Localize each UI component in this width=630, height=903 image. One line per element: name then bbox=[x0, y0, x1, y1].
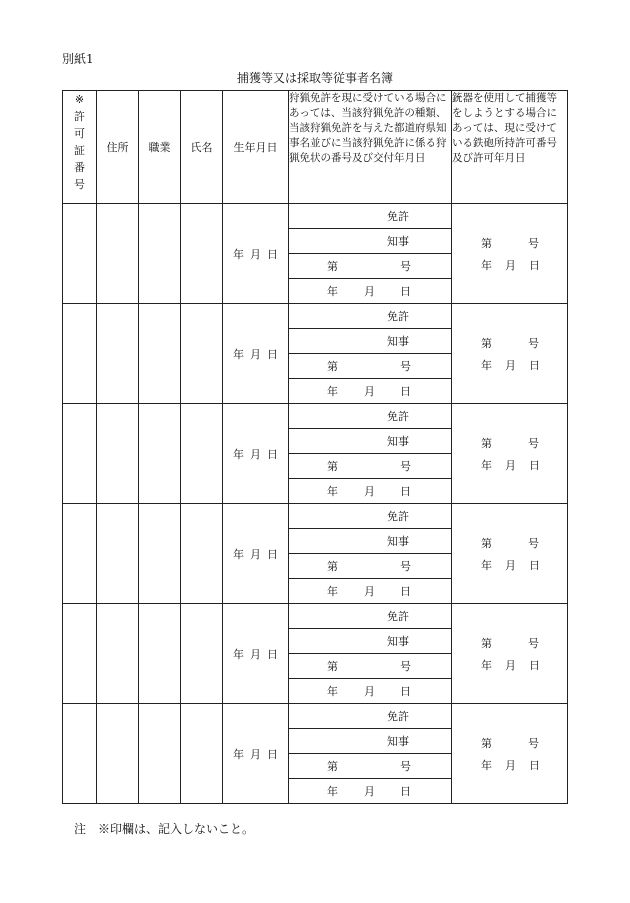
day-label: 日 bbox=[267, 247, 278, 261]
month-label: 月 bbox=[364, 585, 375, 598]
gun-permit-number-line bbox=[452, 432, 567, 454]
gun-permit-number-line bbox=[452, 632, 567, 654]
day-label: 日 bbox=[400, 585, 411, 598]
dob-cell[interactable] bbox=[223, 504, 289, 604]
month-label: 月 bbox=[364, 485, 375, 498]
number-label: 号 bbox=[528, 636, 539, 650]
roster-body bbox=[63, 204, 568, 804]
dob-cell[interactable] bbox=[223, 704, 289, 804]
day-label: 日 bbox=[267, 347, 278, 361]
dai-label: 第 bbox=[481, 236, 492, 250]
gun-permit-cell[interactable] bbox=[452, 404, 568, 504]
gun-permit-cell[interactable] bbox=[452, 704, 568, 804]
license-date-cell[interactable] bbox=[289, 379, 452, 404]
license-date-cell[interactable] bbox=[289, 479, 452, 504]
month-label: 月 bbox=[250, 647, 261, 661]
permit-number-cell[interactable] bbox=[63, 404, 97, 504]
number-label: 号 bbox=[400, 360, 411, 373]
name-cell[interactable] bbox=[181, 604, 223, 704]
number-label: 号 bbox=[400, 760, 411, 773]
license-type-cell[interactable] bbox=[289, 504, 452, 529]
permit-number-cell[interactable] bbox=[63, 504, 97, 604]
license-label: 免許 bbox=[387, 310, 409, 323]
month-label: 月 bbox=[505, 658, 516, 672]
license-type-cell[interactable] bbox=[289, 604, 452, 629]
year-label: 年 bbox=[233, 247, 244, 261]
number-label: 号 bbox=[400, 560, 411, 573]
dob-cell[interactable] bbox=[223, 204, 289, 304]
license-label: 免許 bbox=[387, 510, 409, 523]
name-cell[interactable] bbox=[181, 504, 223, 604]
license-type-cell[interactable] bbox=[289, 404, 452, 429]
dai-label: 第 bbox=[481, 436, 492, 450]
month-label: 月 bbox=[250, 347, 261, 361]
day-label: 日 bbox=[529, 758, 540, 772]
year-label: 年 bbox=[481, 558, 492, 572]
month-label: 月 bbox=[364, 685, 375, 698]
day-label: 日 bbox=[267, 447, 278, 461]
year-label: 年 bbox=[233, 647, 244, 661]
gun-permit-date-line bbox=[452, 654, 567, 676]
month-label: 月 bbox=[250, 247, 261, 261]
governor-label: 知事 bbox=[387, 535, 409, 548]
entry-row bbox=[63, 204, 568, 229]
month-label: 月 bbox=[505, 758, 516, 772]
dai-label: 第 bbox=[327, 460, 338, 473]
address-cell[interactable] bbox=[97, 704, 139, 804]
dai-label: 第 bbox=[327, 360, 338, 373]
name-cell[interactable] bbox=[181, 404, 223, 504]
address-cell[interactable] bbox=[97, 204, 139, 304]
number-label: 号 bbox=[400, 660, 411, 673]
license-type-cell[interactable] bbox=[289, 204, 452, 229]
permit-number-cell[interactable] bbox=[63, 704, 97, 804]
year-label: 年 bbox=[233, 547, 244, 561]
year-label: 年 bbox=[481, 358, 492, 372]
address-cell[interactable] bbox=[97, 304, 139, 404]
name-cell[interactable] bbox=[181, 704, 223, 804]
entry-row bbox=[63, 504, 568, 529]
license-label: 免許 bbox=[387, 710, 409, 723]
gun-permit-cell[interactable] bbox=[452, 304, 568, 404]
dai-label: 第 bbox=[481, 636, 492, 650]
number-label: 号 bbox=[528, 736, 539, 750]
gun-permit-number-line bbox=[452, 232, 567, 254]
number-label: 号 bbox=[528, 236, 539, 250]
year-label: 年 bbox=[233, 347, 244, 361]
header-address: 住所 bbox=[97, 91, 139, 204]
license-number-cell[interactable] bbox=[289, 254, 452, 279]
roster-table bbox=[62, 90, 568, 804]
address-cell[interactable] bbox=[97, 604, 139, 704]
occupation-cell[interactable] bbox=[139, 704, 181, 804]
dob-cell[interactable] bbox=[223, 404, 289, 504]
governor-cell[interactable] bbox=[289, 229, 452, 254]
gun-permit-cell[interactable] bbox=[452, 504, 568, 604]
license-number-cell[interactable] bbox=[289, 454, 452, 479]
year-label: 年 bbox=[481, 658, 492, 672]
license-label: 免許 bbox=[387, 210, 409, 223]
dai-label: 第 bbox=[481, 736, 492, 750]
gun-permit-date-line bbox=[452, 754, 567, 776]
header-permit-number: ※ 許 可 証 番 号 bbox=[63, 91, 97, 204]
header-occupation: 職業 bbox=[139, 91, 181, 204]
year-label: 年 bbox=[327, 385, 338, 398]
address-cell[interactable] bbox=[97, 404, 139, 504]
header-name: 氏名 bbox=[181, 91, 223, 204]
header-gun-permit: 銃器を使用して捕獲等をしようとする場合にあっては、現に受けている鉄砲所持許可番号及び許可年月日 bbox=[452, 91, 568, 204]
governor-label: 知事 bbox=[387, 735, 409, 748]
day-label: 日 bbox=[400, 385, 411, 398]
dai-label: 第 bbox=[327, 560, 338, 573]
governor-label: 知事 bbox=[387, 435, 409, 448]
number-label: 号 bbox=[528, 536, 539, 550]
day-label: 日 bbox=[529, 658, 540, 672]
month-label: 月 bbox=[250, 447, 261, 461]
occupation-cell[interactable] bbox=[139, 304, 181, 404]
month-label: 月 bbox=[505, 458, 516, 472]
year-label: 年 bbox=[327, 685, 338, 698]
dai-label: 第 bbox=[327, 260, 338, 273]
entry-row bbox=[63, 304, 568, 329]
governor-cell[interactable] bbox=[289, 429, 452, 454]
day-label: 日 bbox=[400, 685, 411, 698]
governor-label: 知事 bbox=[387, 635, 409, 648]
name-cell[interactable] bbox=[181, 304, 223, 404]
year-label: 年 bbox=[327, 785, 338, 798]
document-title: 捕獲等又は採取等従事者名簿 bbox=[236, 71, 393, 85]
year-label: 年 bbox=[481, 458, 492, 472]
governor-cell[interactable] bbox=[289, 729, 452, 754]
governor-cell[interactable] bbox=[289, 629, 452, 654]
license-number-cell[interactable] bbox=[289, 654, 452, 679]
gun-permit-date-line bbox=[452, 454, 567, 476]
year-label: 年 bbox=[233, 747, 244, 761]
dob-cell[interactable] bbox=[223, 304, 289, 404]
year-label: 年 bbox=[481, 258, 492, 272]
name-cell[interactable] bbox=[181, 204, 223, 304]
dai-label: 第 bbox=[327, 760, 338, 773]
gun-permit-date-line bbox=[452, 554, 567, 576]
dob-cell[interactable] bbox=[223, 604, 289, 704]
governor-label: 知事 bbox=[387, 335, 409, 348]
governor-cell[interactable] bbox=[289, 329, 452, 354]
address-cell[interactable] bbox=[97, 504, 139, 604]
governor-cell[interactable] bbox=[289, 529, 452, 554]
license-date-cell[interactable] bbox=[289, 779, 452, 804]
month-label: 月 bbox=[364, 785, 375, 798]
dai-label: 第 bbox=[481, 536, 492, 550]
license-type-cell[interactable] bbox=[289, 304, 452, 329]
day-label: 日 bbox=[400, 485, 411, 498]
year-label: 年 bbox=[327, 585, 338, 598]
permit-number-cell[interactable] bbox=[63, 204, 97, 304]
month-label: 月 bbox=[505, 358, 516, 372]
number-label: 号 bbox=[528, 436, 539, 450]
occupation-cell[interactable] bbox=[139, 604, 181, 704]
license-label: 免許 bbox=[387, 410, 409, 423]
number-label: 号 bbox=[400, 260, 411, 273]
gun-permit-date-line bbox=[452, 254, 567, 276]
header-hunting-license: 狩猟免許を現に受けている場合にあっては、当該狩猟免許の種類、当該狩猟免許を与えた都道府県知事名並びに当該狩猟免許に係る狩猟免状の番号及び交付年月日 bbox=[289, 91, 452, 204]
entry-row bbox=[63, 404, 568, 429]
month-label: 月 bbox=[250, 747, 261, 761]
day-label: 日 bbox=[400, 285, 411, 298]
gun-permit-cell[interactable] bbox=[452, 604, 568, 704]
month-label: 月 bbox=[364, 385, 375, 398]
gun-permit-number-line bbox=[452, 532, 567, 554]
license-label: 免許 bbox=[387, 610, 409, 623]
gun-permit-cell[interactable] bbox=[452, 204, 568, 304]
day-label: 日 bbox=[529, 358, 540, 372]
day-label: 日 bbox=[400, 785, 411, 798]
gun-permit-number-line bbox=[452, 332, 567, 354]
permit-number-cell[interactable] bbox=[63, 304, 97, 404]
month-label: 月 bbox=[505, 558, 516, 572]
footnote: 注 ※印欄は、記入しないこと。 bbox=[74, 822, 255, 836]
month-label: 月 bbox=[364, 285, 375, 298]
license-date-cell[interactable] bbox=[289, 279, 452, 304]
number-label: 号 bbox=[400, 460, 411, 473]
day-label: 日 bbox=[267, 747, 278, 761]
occupation-cell[interactable] bbox=[139, 204, 181, 304]
license-type-cell[interactable] bbox=[289, 704, 452, 729]
year-label: 年 bbox=[233, 447, 244, 461]
header-dob: 生年月日 bbox=[223, 91, 289, 204]
entry-row bbox=[63, 704, 568, 729]
day-label: 日 bbox=[529, 458, 540, 472]
year-label: 年 bbox=[327, 285, 338, 298]
license-date-cell[interactable] bbox=[289, 679, 452, 704]
year-label: 年 bbox=[327, 485, 338, 498]
day-label: 日 bbox=[529, 258, 540, 272]
occupation-cell[interactable] bbox=[139, 404, 181, 504]
license-number-cell[interactable] bbox=[289, 354, 452, 379]
governor-label: 知事 bbox=[387, 235, 409, 248]
entry-row bbox=[63, 604, 568, 629]
number-label: 号 bbox=[528, 336, 539, 350]
attachment-label: 別紙1 bbox=[62, 52, 94, 66]
year-label: 年 bbox=[481, 758, 492, 772]
license-date-cell[interactable] bbox=[289, 579, 452, 604]
day-label: 日 bbox=[267, 547, 278, 561]
month-label: 月 bbox=[505, 258, 516, 272]
day-label: 日 bbox=[529, 558, 540, 572]
header-row bbox=[63, 91, 568, 204]
dai-label: 第 bbox=[327, 660, 338, 673]
gun-permit-number-line bbox=[452, 732, 567, 754]
occupation-cell[interactable] bbox=[139, 504, 181, 604]
license-number-cell[interactable] bbox=[289, 754, 452, 779]
gun-permit-date-line bbox=[452, 354, 567, 376]
dai-label: 第 bbox=[481, 336, 492, 350]
month-label: 月 bbox=[250, 547, 261, 561]
permit-number-cell[interactable] bbox=[63, 604, 97, 704]
day-label: 日 bbox=[267, 647, 278, 661]
license-number-cell[interactable] bbox=[289, 554, 452, 579]
